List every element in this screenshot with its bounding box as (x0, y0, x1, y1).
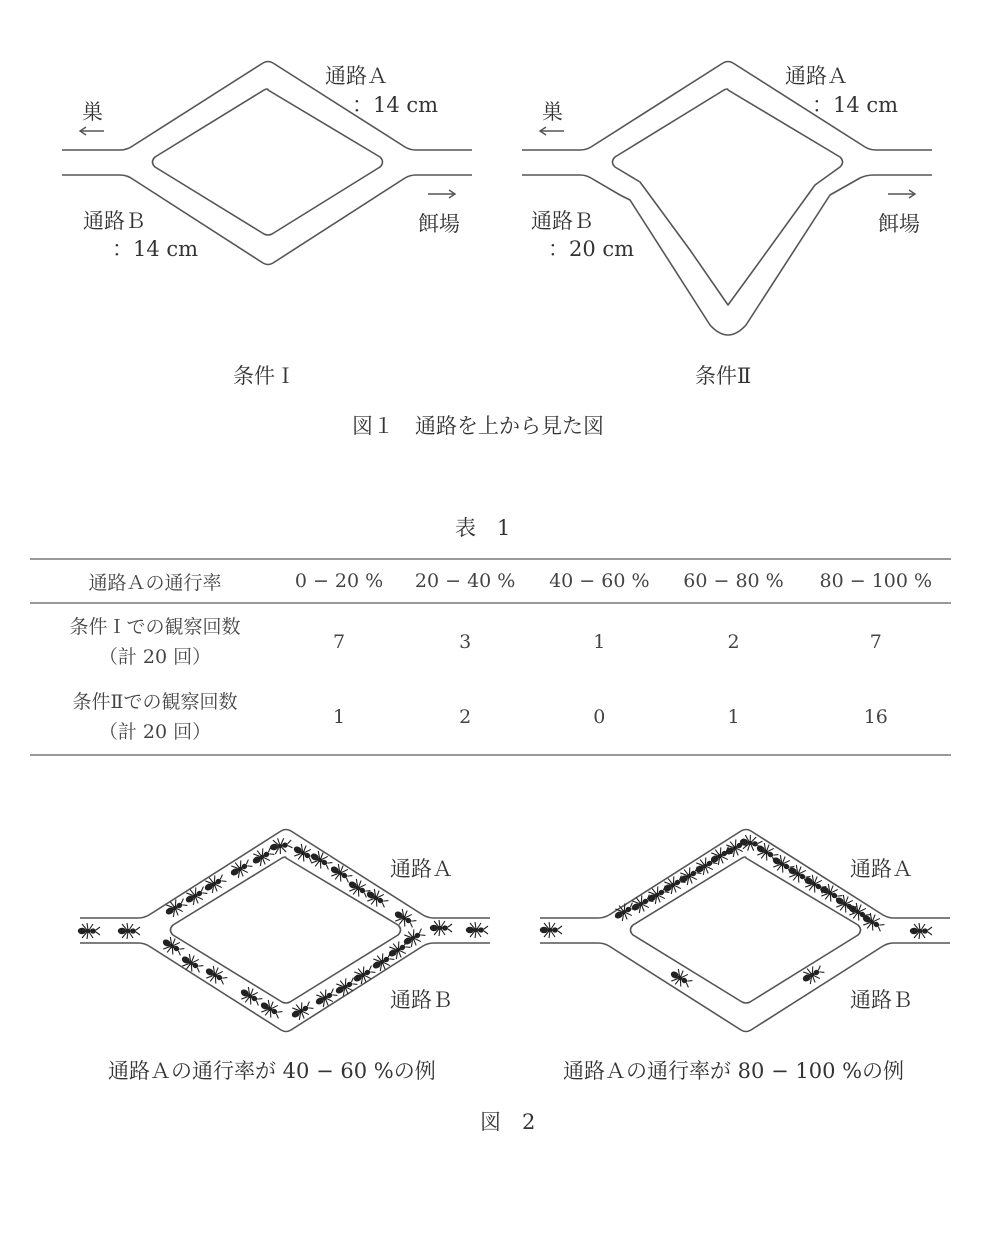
table-cell: 1 (332, 705, 346, 728)
condition-2-label: 条件Ⅱ (695, 364, 752, 388)
table-cell: 0 (593, 705, 606, 728)
path-b-length: ：14 cm (112, 237, 199, 261)
table-cell: 1 (593, 630, 606, 653)
example-2-caption: 通路Ａの通行率が 80 − 100 %の例 (563, 1059, 905, 1083)
figure-2-caption: 図 2 (480, 1110, 536, 1134)
row-label-line2: （計 20 回） (98, 645, 212, 668)
food-label: 餌場 (418, 212, 460, 236)
table-1-title: 表 1 (455, 516, 511, 540)
row-label-line1: 条件Ⅱでの観察回数 (72, 690, 238, 713)
row-label-line2: （計 20 回） (98, 720, 212, 743)
path-b-label: 通路Ｂ (531, 209, 594, 233)
path-a-label: 通路Ａ (325, 64, 388, 88)
path-b-length: ：20 cm (548, 237, 635, 261)
condition-1-label: 条件Ｉ (233, 364, 296, 388)
header-cell: 通路Ａの通行率 (88, 571, 222, 594)
example-1-caption: 通路Ａの通行率が 40 − 60 %の例 (108, 1059, 436, 1083)
header-cell: 20 − 40 % (414, 570, 516, 592)
food-label: 餌場 (878, 212, 920, 236)
figure-1-caption: 図１ 通路を上から見た図 (352, 414, 604, 438)
table-cell: 7 (332, 630, 346, 653)
table-cell: 2 (727, 630, 740, 653)
table-cell: 7 (869, 630, 882, 653)
path-b-label: 通路Ｂ (850, 988, 913, 1012)
header-cell: 80 − 100 % (819, 570, 933, 592)
path-a-label: 通路Ａ (785, 64, 848, 88)
path-b-label: 通路Ｂ (390, 988, 453, 1012)
table-cell: 16 (863, 705, 888, 728)
path-a-length: ：14 cm (812, 93, 899, 117)
nest-label: 巣 (82, 100, 103, 124)
nest-label: 巣 (542, 100, 563, 124)
table-cell: 2 (459, 705, 472, 728)
path-b-label: 通路Ｂ (83, 209, 146, 233)
path-a-length: ：14 cm (352, 93, 439, 117)
path-a-label: 通路Ａ (850, 857, 913, 881)
table-cell: 3 (459, 630, 472, 653)
path-a-label: 通路Ａ (390, 857, 453, 881)
header-cell: 40 − 60 % (549, 570, 650, 592)
header-cell: 60 − 80 % (683, 570, 784, 592)
row-label-line1: 条件Ｉでの観察回数 (69, 615, 241, 638)
table-cell: 1 (727, 705, 740, 728)
header-cell: 0 − 20 % (294, 570, 384, 592)
